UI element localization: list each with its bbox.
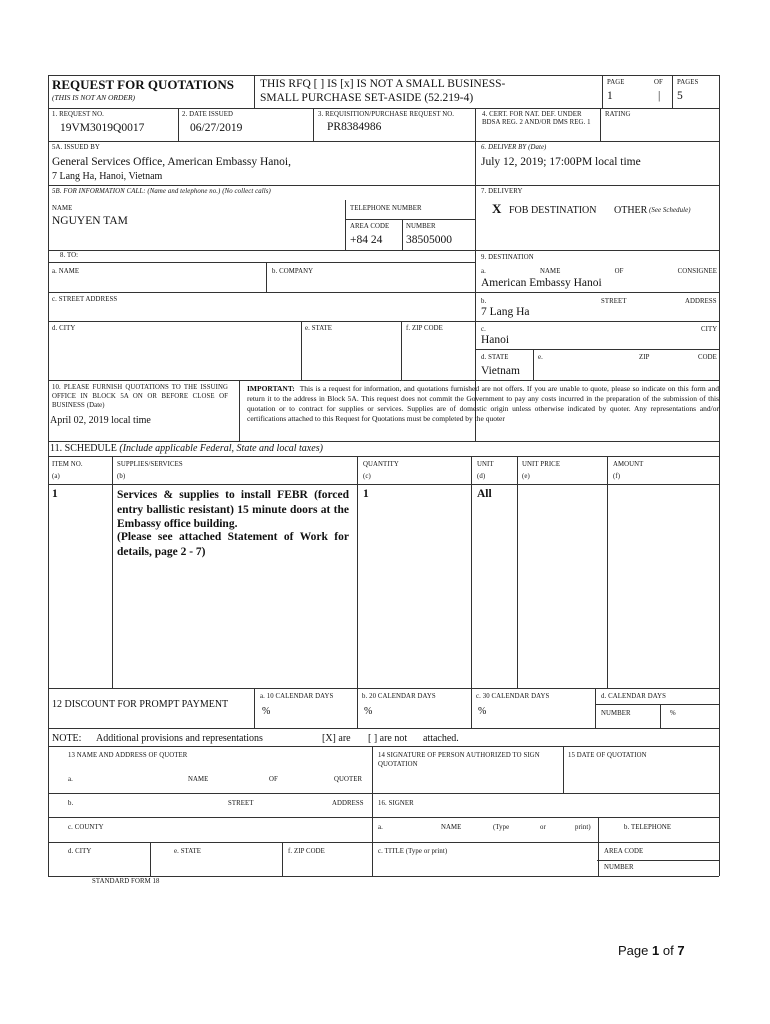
dest-street-label: STREET bbox=[601, 298, 627, 305]
dest-state-label: d. STATE bbox=[481, 354, 509, 361]
important-notice: IMPORTANT: This is a request for information, and quotations furnished are not offers. If you are unable to quote, please so indicate on this form and return it to the address in Block 5A. This request does not commit the Government to pay any costs incurred in the preparation of the submission of this quotation or to contract for supplies or services. Supplies are of domestic origin unless otherwise indicated by quoter. Any representations and/or certifications attached to this Request for Quotations must be completed by the quoter bbox=[247, 384, 719, 424]
pages-label: PAGES bbox=[677, 79, 699, 86]
discount-d-pct[interactable]: % bbox=[670, 710, 676, 717]
date-of-quotation-label: 15 DATE OF QUOTATION bbox=[568, 752, 647, 759]
page-value: 1 bbox=[607, 90, 613, 102]
rating-label: RATING bbox=[605, 111, 631, 118]
rfq-setaside-line1: THIS RFQ [ ] IS [x] IS NOT A SMALL BUSINESS- bbox=[260, 78, 506, 90]
issued-by-line2: 7 Lang Ha, Hanoi, Vietnam bbox=[52, 171, 163, 182]
number-value: 38505000 bbox=[406, 234, 452, 246]
quoter-city-label: d. CITY bbox=[68, 848, 92, 855]
discount-20-days-pct[interactable]: % bbox=[364, 706, 373, 717]
requisition-value: PR8384986 bbox=[327, 121, 382, 133]
signer-label: 16. SIGNER bbox=[378, 800, 414, 807]
telephone-label: TELEPHONE NUMBER bbox=[350, 205, 422, 212]
quoter-b: b. bbox=[68, 800, 74, 807]
dest-address-label: ADDRESS bbox=[685, 298, 717, 305]
discount-30-days-pct[interactable]: % bbox=[478, 706, 487, 717]
discount-30-days-label: c. 30 CALENDAR DAYS bbox=[476, 693, 550, 700]
dest-city-c: c. bbox=[481, 326, 486, 333]
quoter-quoter-label: QUOTER bbox=[334, 776, 363, 783]
quoter-zip-label: f. ZIP CODE bbox=[288, 848, 325, 855]
to-company-label: b. COMPANY bbox=[272, 268, 314, 275]
note-attached: attached. bbox=[423, 733, 459, 744]
quoter-label: 13 NAME AND ADDRESS OF QUOTER bbox=[68, 752, 188, 759]
deliver-by-label: 6. DELIVER BY (Date) bbox=[481, 144, 547, 151]
request-no-label: 1. REQUEST NO. bbox=[52, 111, 104, 118]
col-supplies: SUPPLIES/SERVICES bbox=[117, 461, 183, 468]
delivery-label: 7. DELIVERY bbox=[481, 188, 523, 195]
area-code-label: AREA CODE bbox=[350, 223, 390, 230]
signer-or-label: or bbox=[540, 824, 546, 831]
furnish-date-value: April 02, 2019 local time bbox=[50, 415, 151, 426]
number-label: NUMBER bbox=[406, 223, 436, 230]
to-label: 8. TO: bbox=[60, 252, 79, 259]
signer-name-label: NAME bbox=[441, 824, 462, 831]
signer-a: a. bbox=[378, 824, 383, 831]
discount-label: 12 DISCOUNT FOR PROMPT PAYMENT bbox=[52, 699, 229, 710]
dest-street-value: 7 Lang Ha bbox=[481, 306, 530, 318]
contact-name-value: NGUYEN TAM bbox=[52, 215, 128, 227]
col-item-no: ITEM NO. bbox=[52, 461, 83, 468]
consignee-name-label: a. NAME OF CONSIGNEE bbox=[481, 268, 717, 275]
pages-value: 5 bbox=[677, 90, 683, 102]
note-text: Additional provisions and representations bbox=[96, 733, 263, 744]
date-issued-value: 06/27/2019 bbox=[190, 122, 243, 134]
col-quantity-sub: (c) bbox=[363, 473, 371, 480]
note-are-checkbox[interactable]: [X] are bbox=[322, 733, 351, 744]
to-street-label: c. STREET ADDRESS bbox=[52, 296, 118, 303]
discount-10-days-pct[interactable]: % bbox=[262, 706, 271, 717]
col-unit: UNIT bbox=[477, 461, 494, 468]
quoter-state-label: e. STATE bbox=[174, 848, 202, 855]
col-item-no-sub: (a) bbox=[52, 473, 60, 480]
dest-city-label: CITY bbox=[701, 326, 718, 333]
col-unit-price: UNIT PRICE bbox=[522, 461, 561, 468]
contact-name-label: NAME bbox=[52, 205, 73, 212]
dest-state-value: Vietnam bbox=[481, 365, 520, 377]
area-code-value: +84 24 bbox=[350, 234, 383, 246]
dest-city-value: Hanoi bbox=[481, 334, 510, 346]
to-city-label: d. CITY bbox=[52, 325, 76, 332]
requisition-label: 3. REQUISITION/PURCHASE REQUEST NO. bbox=[318, 111, 455, 118]
line-item-quantity: 1 bbox=[363, 488, 369, 500]
request-no-value: 19VM3019Q0017 bbox=[60, 122, 145, 134]
line-item-description-ref: (Please see attached Statement of Work for details, page 2 - 7) bbox=[117, 531, 349, 558]
issued-by-label: 5A. ISSUED BY bbox=[52, 144, 100, 151]
quoter-address-label: ADDRESS bbox=[332, 800, 364, 807]
of-value: | bbox=[658, 90, 661, 102]
quoter-a: a. bbox=[68, 776, 73, 783]
col-supplies-sub: (b) bbox=[117, 473, 126, 480]
fob-destination-label: FOB DESTINATION bbox=[509, 205, 597, 216]
signer-type-label: (Type bbox=[493, 824, 510, 831]
to-zip-label: f. ZIP CODE bbox=[406, 325, 443, 332]
line-item-unit: All bbox=[477, 488, 492, 500]
signer-area-code-label: AREA CODE bbox=[604, 848, 644, 855]
col-amount: AMOUNT bbox=[613, 461, 644, 468]
quoter-of-label: OF bbox=[269, 776, 278, 783]
page-footer: Page 1 of 7 bbox=[618, 943, 685, 958]
of-label: OF bbox=[654, 79, 663, 86]
deliver-by-value: July 12, 2019; 17:00PM local time bbox=[481, 156, 641, 168]
consignee-name-value: American Embassy Hanoi bbox=[481, 277, 602, 289]
date-issued-label: 2. DATE ISSUED bbox=[182, 111, 234, 118]
quoter-name-label: NAME bbox=[188, 776, 209, 783]
quoter-street-label: STREET bbox=[228, 800, 254, 807]
other-note: (See Schedule) bbox=[649, 207, 691, 214]
other-label: OTHER bbox=[614, 205, 648, 216]
page-label: PAGE bbox=[607, 79, 625, 86]
issued-by-line1: General Services Office, American Embassy Hanoi, bbox=[52, 156, 291, 168]
dest-street-b: b. bbox=[481, 298, 487, 305]
discount-calendar-days-label: d. CALENDAR DAYS bbox=[601, 693, 666, 700]
col-quantity: QUANTITY bbox=[363, 461, 399, 468]
col-amount-sub: (f) bbox=[613, 473, 621, 480]
form-title: REQUEST FOR QUOTATIONS bbox=[52, 77, 235, 92]
line-item-description: Services & supplies to install FEBR (forced entry ballistic resistant) 15 minute doors at the Embassy office building. bbox=[117, 489, 349, 531]
signature-label: 14 SIGNATURE OF PERSON AUTHORIZED TO SIGN QUOTATION bbox=[378, 752, 540, 768]
rfq-setaside-line2: SMALL PURCHASE SET-ASIDE (52.219-4) bbox=[260, 92, 474, 104]
note-label: NOTE: bbox=[52, 733, 82, 744]
schedule-title: 11. SCHEDULE (Include applicable Federal, State and local taxes) bbox=[50, 443, 323, 454]
title-label: c. TITLE (Type or print) bbox=[378, 848, 448, 855]
discount-number-label: NUMBER bbox=[601, 710, 631, 717]
fob-checkbox-mark[interactable]: X bbox=[492, 201, 502, 216]
dest-code-label: CODE bbox=[698, 354, 717, 361]
cert-label: 4. CERT. FOR NAT. DEF. UNDER BDSA REG. 2 AND/OR DMS REG. 1 bbox=[482, 111, 591, 127]
discount-20-days-label: b. 20 CALENDAR DAYS bbox=[362, 693, 436, 700]
form-subtitle: (THIS IS NOT AN ORDER) bbox=[52, 93, 136, 102]
furnish-label: 10. PLEASE FURNISH QUOTATIONS TO THE ISSUING OFFICE IN BLOCK 5A ON OR BEFORE CLOSE OF BUSINESS (Date) bbox=[52, 384, 228, 409]
info-call-label: 5B. FOR INFORMATION CALL: (Name and telephone no.) (No collect calls) bbox=[52, 188, 271, 195]
quoter-county-label: c. COUNTY bbox=[68, 824, 104, 831]
line-item-number: 1 bbox=[52, 488, 58, 500]
dest-zip-e: e. bbox=[538, 354, 543, 361]
col-unit-price-sub: (e) bbox=[522, 473, 530, 480]
signer-number-label: NUMBER bbox=[604, 864, 634, 871]
note-are-not-checkbox[interactable]: [ ] are not bbox=[368, 733, 408, 744]
telephone-section-label: b. TELEPHONE bbox=[624, 824, 672, 831]
to-name-label: a. NAME bbox=[52, 268, 80, 275]
destination-label: 9. DESTINATION bbox=[481, 254, 534, 261]
signer-print-label: print) bbox=[575, 824, 591, 831]
standard-form-label: STANDARD FORM 18 bbox=[92, 878, 160, 885]
to-state-label: e. STATE bbox=[305, 325, 333, 332]
dest-zip-label: ZIP bbox=[639, 354, 650, 361]
discount-10-days-label: a. 10 CALENDAR DAYS bbox=[260, 693, 334, 700]
col-unit-sub: (d) bbox=[477, 473, 486, 480]
